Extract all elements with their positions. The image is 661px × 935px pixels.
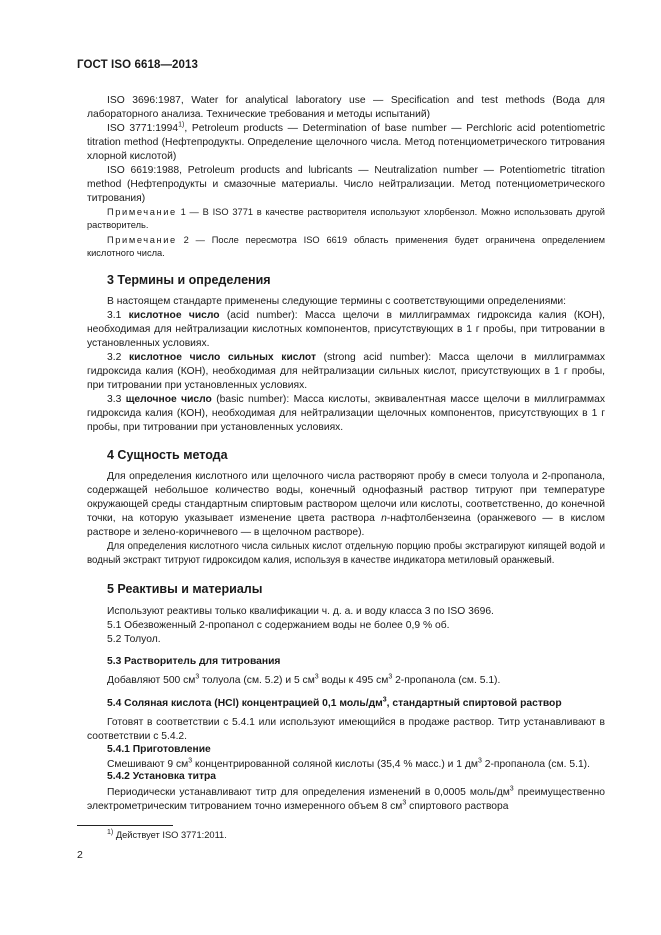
term-3-3: 3.3 щелочное число (basic number): Масса кислоты, эквивалентная массе щелочи в миллиграммах гидроксида калия (КОН), необходимая для нейтрализации щелочных компонентов, присутствующих в 1 г пробы, при титровании при установленных условиях. — [87, 394, 605, 433]
term-3-2: 3.2 кислотное число сильных кислот (strong acid number): Масса щелочи в миллиграммах гидроксида калия (КОН), необходимая для нейтрализации сильных кислот, присутствующих в 1 г пробы, при титровании при установленных условиях. — [87, 352, 605, 391]
section-4-heading: 4 Сущность метода — [107, 448, 228, 462]
item-5-1: 5.1 Обезвоженный 2-пропанол с содержанием воды не более 0,9 % об. — [107, 620, 450, 631]
footnote: $^{1)}$ Действует ISO 3771:2011. — [107, 828, 227, 840]
document-header: ГОСТ ISO 6618—2013 — [77, 59, 199, 71]
reference-iso-3771: ISO 3771:1994$^{1)}$, Petroleum products — Determination of base number — Perchloric acid potentiometric titration method (Нефтепродукты. Определение щелочного числа. Метод потенциометрического титрования хлорной кислотой) — [87, 121, 605, 162]
normative-references — [87, 94, 605, 206]
note-text: 1 — В ISO 3771 в качестве растворителя используют хлорбензол. Можно использовать другой растворитель. — [87, 207, 605, 230]
section-5-4-text — [87, 716, 605, 744]
section-5-4-heading: 5.4 Соляная кислота (HCl) концентрацией 0,1 моль/$дм^3$, стандартный спиртовой раствор — [107, 696, 562, 709]
note-text: 2 — После пересмотра ISO 6619 область применения будет ограничена определением кислотного числа. — [87, 235, 605, 258]
page-number: 2 — [77, 849, 83, 861]
section-3-body — [87, 295, 605, 435]
note-1 — [87, 206, 605, 232]
section-5-intro: Используют реактивы только квалификации ч. д. а. и воду класса 3 по ISO 3696. — [107, 606, 494, 617]
section-5-3-text: Добавляют 500 $см^3$ толуола (см. 5.2) и 5 $см^3$ воды к 495 $см^3$ 2-пропанола (см. 5.1). — [107, 673, 501, 686]
section-5-4-1-heading: 5.4.1 Приготовление — [107, 744, 211, 755]
section-5-4-paragraph: Готовят в соответствии с 5.4.1 или используют имеющийся в продаже раствор. Титр устанавливают в соответствии с 5.4.2. — [87, 717, 605, 742]
note-label: Примечание — [107, 235, 177, 245]
section-5-intro-block — [87, 605, 605, 647]
reference-iso-3696: ISO 3696:1987, Water for analytical laboratory use — Specification and test methods (Вода для лабораторного анализа. Технические требования и методы испытаний) — [87, 95, 605, 120]
section-5-4-2-paragraph: Периодически устанавливают титр для определения изменений в 0,0005 моль/$дм^3$ преимущественно электрометрическим титрованием точно измеренного объем 8 $см^3$ спиртового раствора — [87, 785, 605, 812]
section-4-body — [87, 470, 605, 568]
note-2 — [87, 234, 605, 260]
section-3-intro: В настоящем стандарте применены следующие термины с соответствующими определениями: — [107, 296, 567, 307]
section-5-4-2-heading: 5.4.2 Установка титра — [107, 771, 217, 782]
section-5-4-1-text: Смешивают 9 $см^3$ концентрированной соляной кислоты (35,4 % масс.) и 1 $дм^3$ 2-пропанола (см. 5.1). — [107, 757, 590, 770]
section-5-3-heading: 5.3 Растворитель для титрования — [107, 656, 281, 667]
section-4-paragraph-1: Для определения кислотного или щелочного числа растворяют пробу в смеси толуола и 2-пропанола, содержащей небольшое количество воды, конечный однофазный раствор титруют при температуре окружающей среды стандартным спиртовым раствором щелочи или кислоты, соответственно, до конечной точки, на которую указывает изменение цвета раствора n-нафтолбензеина (оранжевого — в кислом растворе и зелено-коричневого — в щелочном растворе). — [87, 471, 606, 538]
section-4-paragraph-2: Для определения кислотного числа сильных кислот отдельную порцию пробы экстрагируют кипящей водой и водный экстракт титруют гидроксидом калия, используя в качестве индикатора метиловый оранжевый. — [87, 541, 605, 566]
reference-iso-6619: ISO 6619:1988, Petroleum products and lubricants — Neutralization number — Potentiometric titration method (Нефтепродукты и смазочные материалы. Число нейтрализации. Метод потенциометрического титрования) — [87, 165, 605, 204]
item-5-2: 5.2 Толуол. — [107, 634, 161, 645]
section-5-heading: 5 Реактивы и материалы — [107, 582, 263, 596]
term-3-1: 3.1 кислотное число (acid number): Масса щелочи в миллиграммах гидроксида калия (КОН), необходимая для нейтрализации кислотных компонентов, присутствующих в 1 г пробы, при титровании в установленных условиях. — [87, 310, 605, 349]
section-5-4-2-text — [87, 786, 605, 814]
footnote-rule — [77, 825, 173, 826]
note-label: Примечание — [107, 207, 177, 217]
section-3-heading: 3 Термины и определения — [107, 273, 271, 287]
